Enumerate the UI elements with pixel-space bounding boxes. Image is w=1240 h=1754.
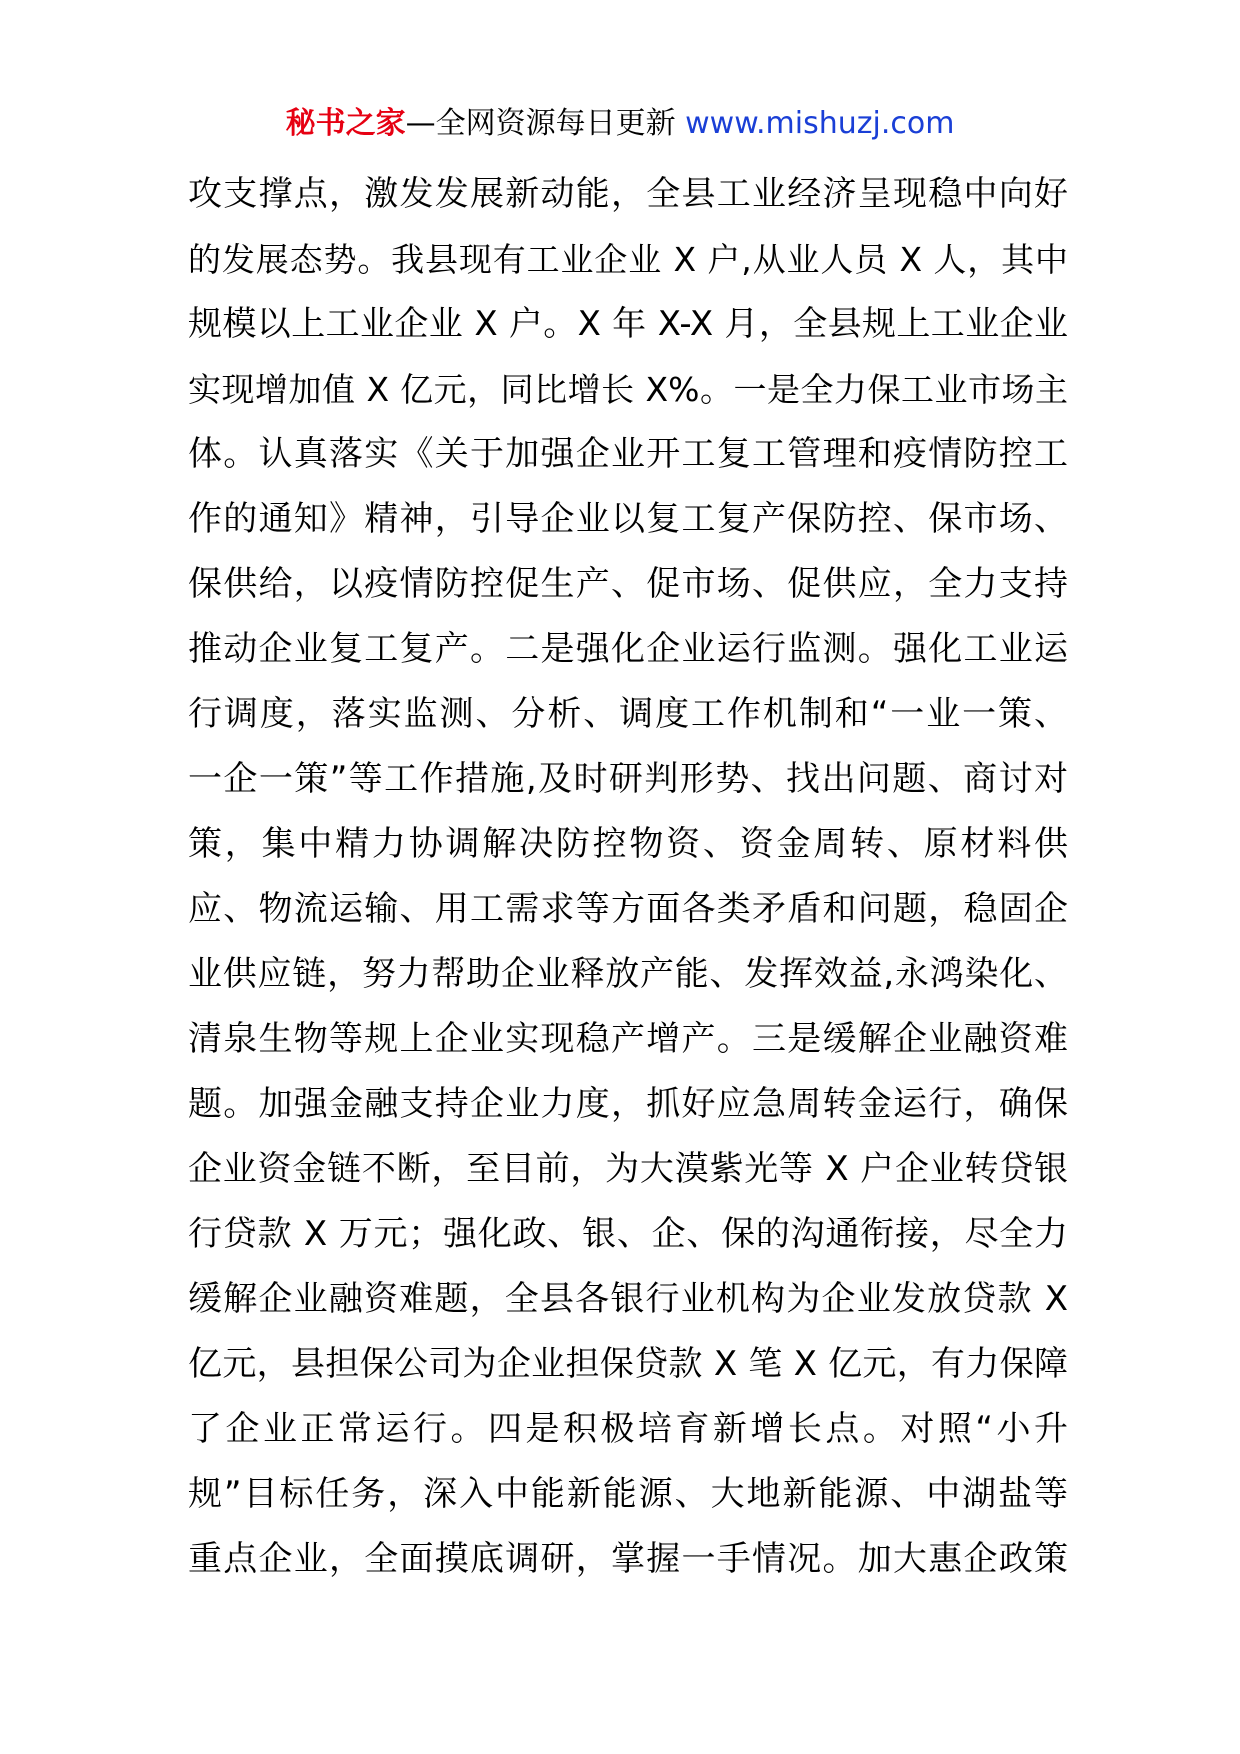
text-line: 体。认真落实《关于加强企业开工复工管理和疫情防控工: [188, 434, 1068, 474]
text-line: 攻支撑点，激发发展新动能，全县工业经济呈现稳中向好: [188, 174, 1068, 214]
text-line: 规”目标任务，深入中能新能源、大地新能源、中湖盐等: [188, 1474, 1068, 1514]
text-line: 作的通知》精神，引导企业以复工复产保防控、保市场、: [188, 499, 1068, 539]
text-line: 一企一策”等工作措施,及时研判形势、找出问题、商讨对: [188, 759, 1068, 799]
text-line: 业供应链，努力帮助企业释放产能、发挥效益,永鸿染化、: [188, 954, 1068, 994]
text-line: 行贷款 X 万元；强化政、银、企、保的沟通衔接，尽全力: [188, 1214, 1068, 1254]
text-line: 清泉生物等规上企业实现稳产增产。三是缓解企业融资难: [188, 1019, 1068, 1059]
page-header: [0, 102, 1240, 146]
text-line: 缓解企业融资难题，全县各银行业机构为企业发放贷款 X: [188, 1279, 1068, 1319]
site-tagline: —全网资源每日更新: [405, 106, 676, 141]
text-line: 了企业正常运行。四是积极培育新增长点。对照“小升: [188, 1409, 1068, 1449]
text-line: 的发展态势。我县现有工业企业 X 户,从业人员 X 人，其中: [188, 240, 1068, 279]
text-line: 保供给，以疫情防控促生产、促市场、促供应，全力支持: [188, 564, 1068, 604]
text-line: 策，集中精力协调解决防控物资、资金周转、原材料供: [188, 824, 1068, 864]
body-paragraph: [188, 162, 1068, 1592]
text-line: 亿元，县担保公司为企业担保贷款 X 笔 X 亿元，有力保障: [188, 1344, 1068, 1384]
text-line: 企业资金链不断，至目前，为大漠紫光等 X 户企业转贷银: [188, 1149, 1068, 1189]
text-line: 题。加强金融支持企业力度，抓好应急周转金运行，确保: [188, 1084, 1068, 1124]
text-line: 推动企业复工复产。二是强化企业运行监测。强化工业运: [188, 629, 1068, 669]
site-url-link[interactable]: www.mishuzj.com: [685, 106, 955, 141]
text-line: 行调度，落实监测、分析、调度工作机制和“一业一策、: [188, 694, 1068, 734]
text-line: 实现增加值 X 亿元，同比增长 X%。一是全力保工业市场主: [188, 370, 1068, 409]
text-line: 规模以上工业企业 X 户。X 年 X-X 月，全县规上工业企业: [188, 304, 1068, 344]
site-brand: 秘书之家: [285, 106, 406, 141]
text-line: 应、物流运输、用工需求等方面各类矛盾和问题，稳固企: [188, 889, 1068, 929]
text-line: 重点企业，全面摸底调研，掌握一手情况。加大惠企政策: [188, 1539, 1068, 1579]
